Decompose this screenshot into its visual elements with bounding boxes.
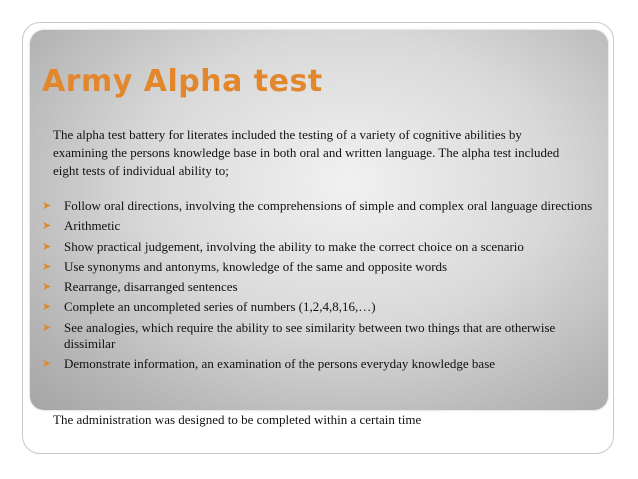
list-item-text: Follow oral directions, involving the comprehensions of simple and complex oral language directions [64,198,593,213]
list-item [42,356,597,372]
list-item-text: Arithmetic [64,218,121,234]
bullet-icon: ➤ [42,281,52,294]
list-item [42,279,597,295]
list-item-text: Complete an uncompleted series of numbers (1,2,4,8,16,…) [64,299,376,315]
bullet-icon: ➤ [42,260,52,273]
list-item-text: Use synonyms and antonyms, knowledge of the same and opposite words [64,258,448,274]
list-item [42,299,597,315]
bullet-icon: ➤ [42,301,52,314]
list-item-text: Demonstrate information, an examination of the persons everyday knowledge base [64,356,496,372]
bullet-icon: ➤ [42,240,52,253]
list-item [42,259,597,275]
intro-paragraph: The alpha test battery for literates included the testing of a variety of cognitive abilities by examining the persons knowledge base in both oral and written language. The alpha test included eight tests of individual ability to; [53,127,560,178]
bullet-icon: ➤ [42,358,52,371]
list-item [42,198,597,214]
bullet-list [42,198,597,376]
list-item [42,218,597,234]
list-item [42,239,597,255]
list-item [42,320,597,352]
bullet-icon: ➤ [42,321,52,334]
bullet-icon: ➤ [42,200,52,212]
footer-note: The administration was designed to be completed within a certain time [53,412,422,427]
list-item-text: See analogies, which require the ability to see similarity between two things that are otherwise dissimilar [64,319,556,351]
list-item-text: Show practical judgement, involving the ability to make the correct choice on a scenario [64,238,524,254]
list-item-text: Rearrange, disarranged sentences [64,279,238,295]
slide-title: Army Alpha test [42,64,323,99]
bullet-icon: ➤ [42,220,52,233]
